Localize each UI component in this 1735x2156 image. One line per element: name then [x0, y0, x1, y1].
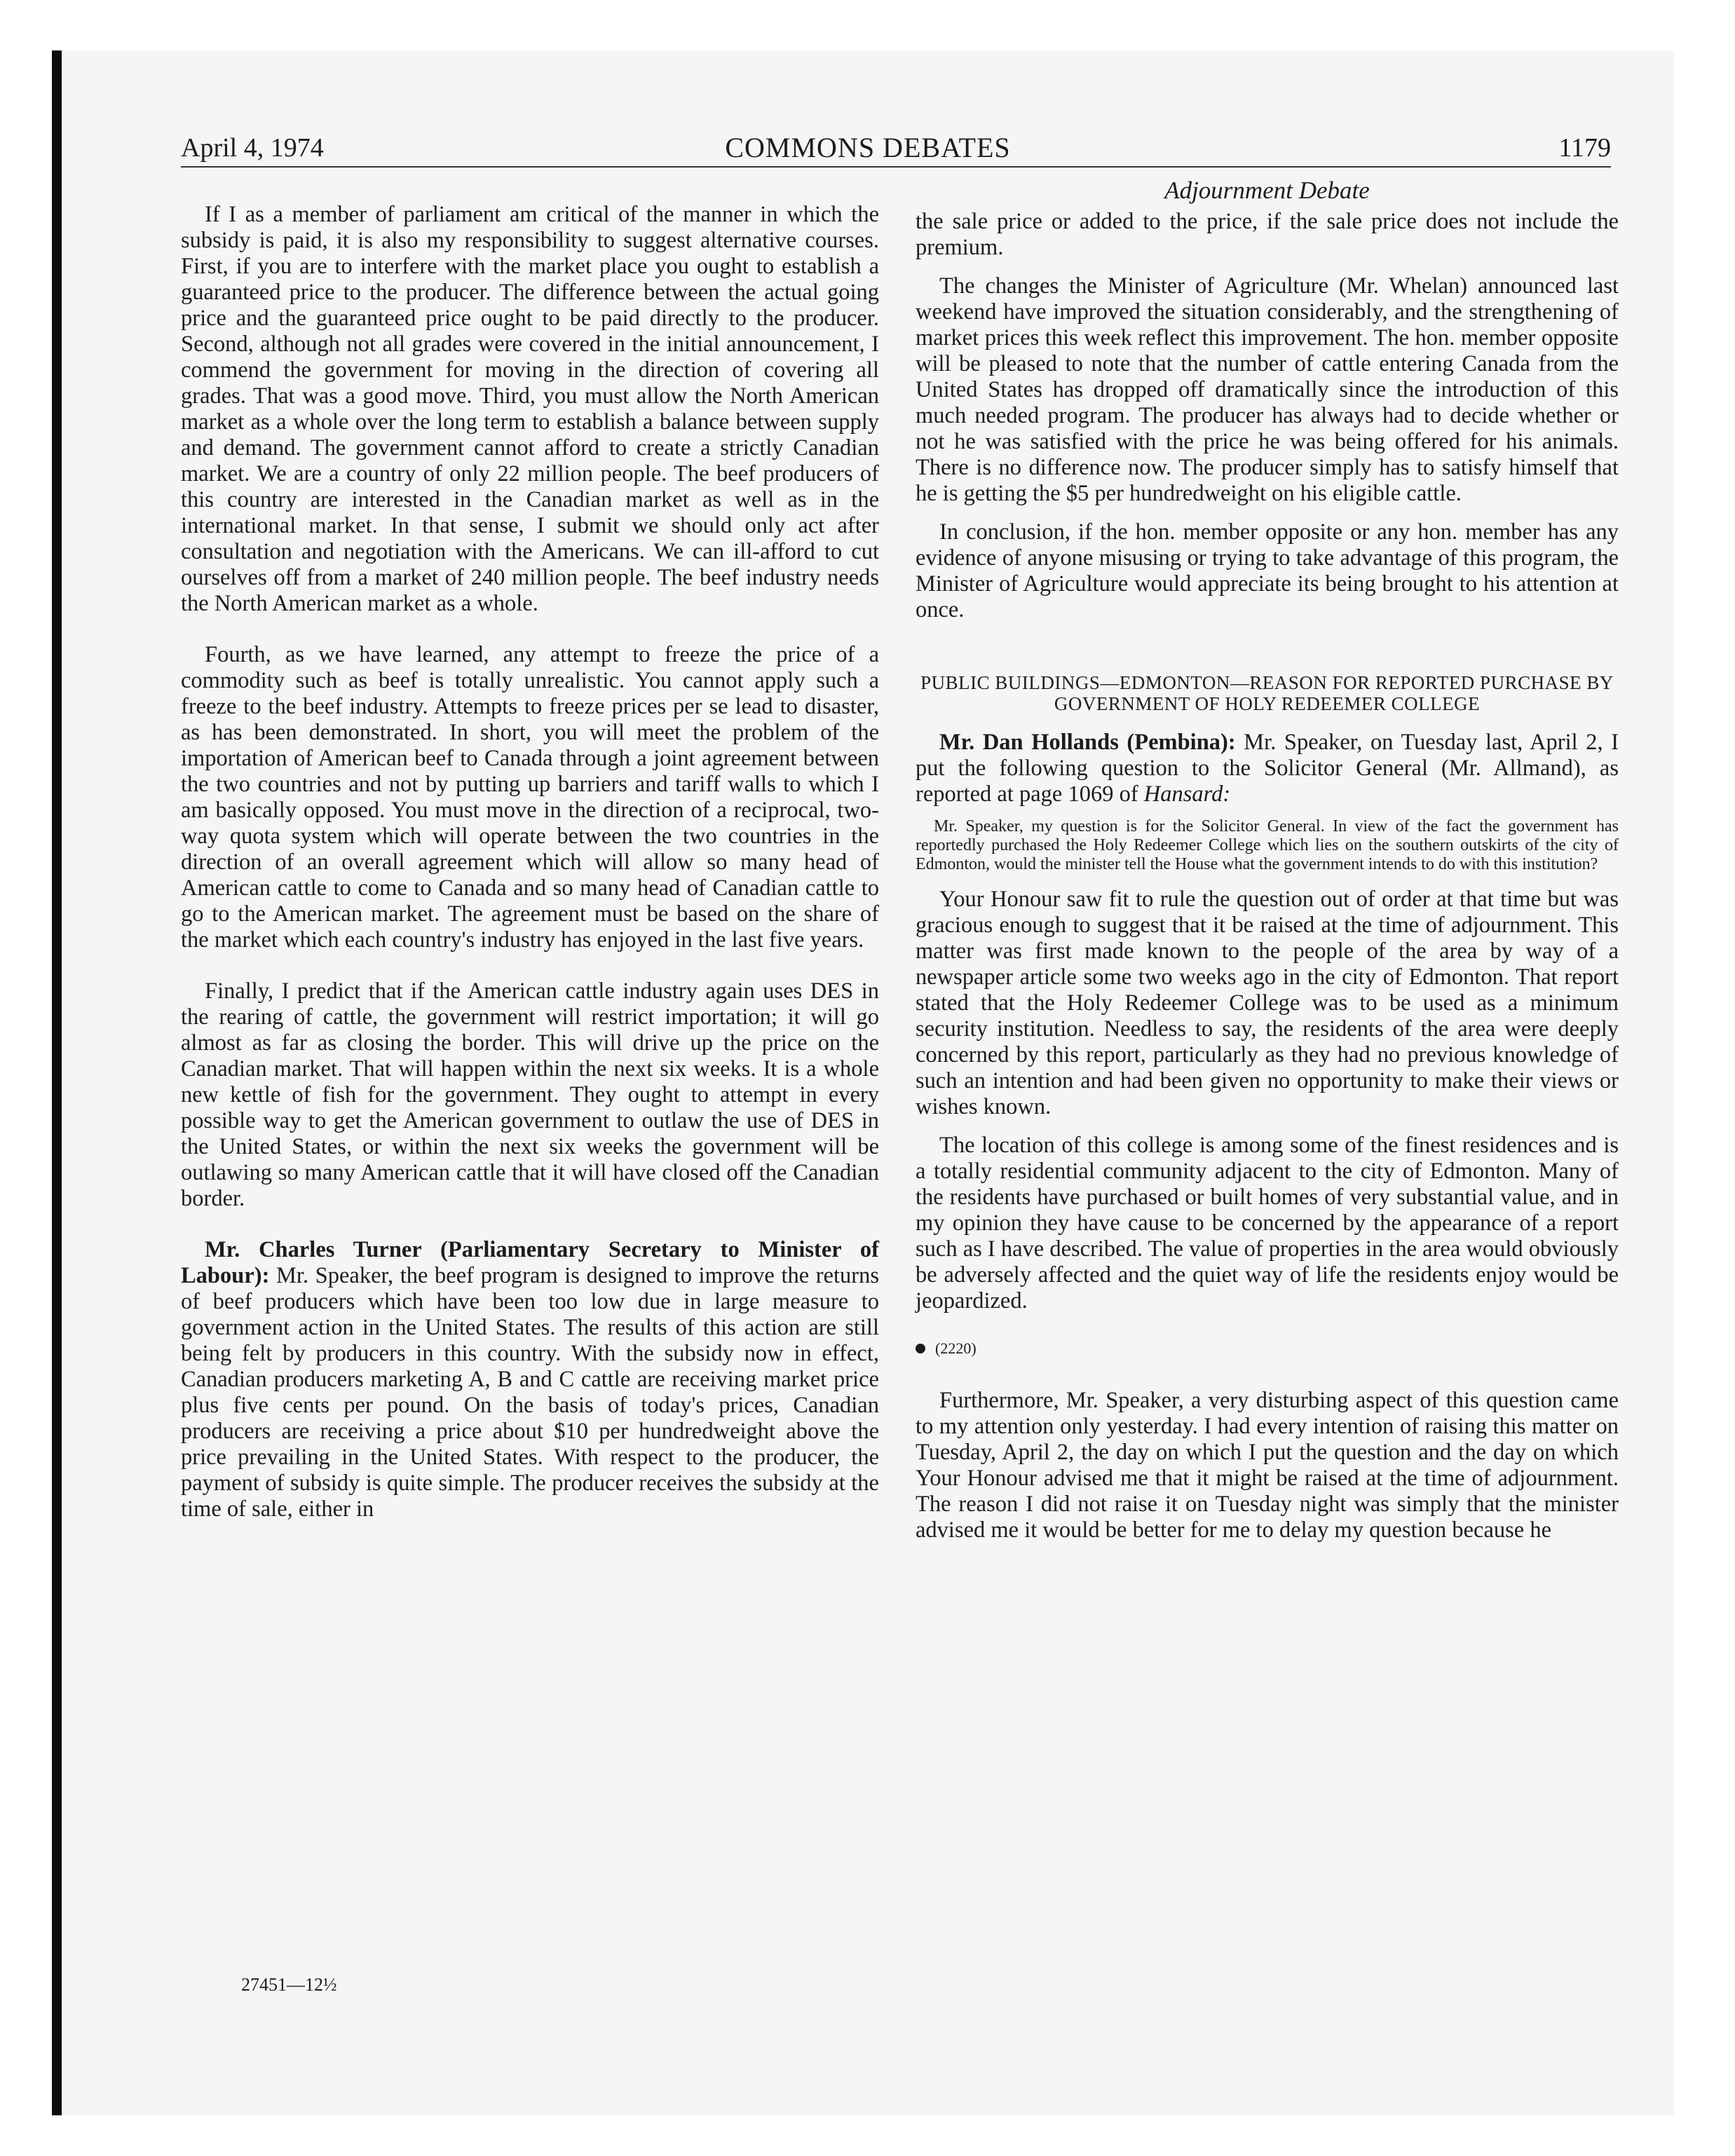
paragraph: The location of this college is among some of the finest residences and is a totally residential community adjacent to the city of Edmonton. Many of the residents have purchased or built homes of very substantial value, and in my opinion they have cause to be concerned by the appearance of a report such as I have described. The value of properties in the area would obviously be adversely affected and the quiet way of life the residents enjoy would be jeopardized. — [916, 1133, 1619, 1314]
speech-turner — [181, 1237, 879, 1522]
print-code: 27451—12½ — [241, 1974, 337, 1995]
paragraph: The changes the Minister of Agriculture (Mr. Whelan) announced last weekend have improved the situation considerably, and the strengthening of market prices this week reflect this improvement. The hon. member opposite will be pleased to note that the number of cattle entering Canada from the United States has dropped off dramatically since the introduction of this much needed program. The producer has always had to decide whether or not he was satisfied with the price he was being offered for his animals. There is no difference now. The producer simply has to satisfy himself that he is getting the $5 per hundredweight on his eligible cattle. — [916, 273, 1619, 506]
header-date: April 4, 1974 — [181, 133, 324, 163]
header-publication: COMMONS DEBATES — [725, 132, 1011, 163]
header-rule — [181, 166, 1611, 168]
header-page-number: 1179 — [1558, 133, 1611, 163]
block-quote: Mr. Speaker, my question is for the Solicitor General. In view of the fact the government has reportedly purchased the Holy Redeemer College which lies on the southern outskirts of the city of Edmonton, would the minister tell the House what the government intends to do with this institution? — [916, 817, 1619, 873]
paragraph: If I as a member of parliament am critical of the manner in which the subsidy is paid, it is also my responsibility to suggest alternative courses. First, if you are to interfere with the market place you ought to establish a guaranteed price to the producer. The difference between the actual going price and the guaranteed price ought to be paid directly to the producer. Second, although not all grades were covered in the initial announcement, I commend the government for moving in the direction of covering all grades. That was a good move. Third, you must allow the North American market as a whole over the long term to establish a balance between supply and demand. The government cannot afford to create a strictly Canadian market. We are a country of only 22 million people. The beef producers of this country are interested in the Canadian market as well as in the international market. In that sense, I submit we should only act after consultation and negotiation with the Americans. We can ill-afford to cut ourselves off from a market of 240 million people. The beef industry needs the North American market as a whole. — [181, 202, 879, 616]
speech-hollands — [916, 730, 1619, 807]
right-column — [916, 177, 1619, 1543]
bullet-icon — [916, 1344, 925, 1353]
speech-text: Mr. Speaker, the beef program is designed to improve the returns of beef producers which have been too low due in large measure to government action in the United States. The results of this action are still being felt by producers in this country. With the subsidy now in effect, Canadian producers marketing A, B and C cattle are receiving market price plus five cents per pound. On the basis of today's prices, Canadian producers are receiving a price about $10 per hundredweight above the price prevailing in the United States. With respect to the producer, the payment of subsidy is quite simple. The producer receives the subsidy at the time of sale, either in — [181, 1263, 880, 1522]
speech-text: Mr. Speaker, on Tuesday last, April 2, I put the following question to the Solicitor General (Mr. Allmand), as reported at page 1069 of — [916, 730, 1619, 807]
running-head: Adjournment Debate — [1164, 177, 1370, 204]
timestamp-text: (2220) — [935, 1339, 977, 1357]
document-page — [62, 50, 1674, 2115]
paragraph: In conclusion, if the hon. member opposite or any hon. member has any evidence of anyone misusing or trying to take advantage of this program, the Minister of Agriculture would appreciate its being brought to his attention at once. — [916, 519, 1619, 622]
scan-edge-bar — [52, 50, 62, 2115]
speaker-name: Mr. Dan Hollands (Pembina): — [939, 730, 1236, 755]
paragraph: Furthermore, Mr. Speaker, a very disturbing aspect of this question came to my attention only yesterday. I had every intention of raising this matter on Tuesday, April 2, the day on which I put the question and the day on which Your Honour advised me that it might be raised at the time of adjournment. The reason I did not raise it on Tuesday night was simply that the minister advised me it would be better for me to delay my question because he — [916, 1388, 1619, 1543]
section-heading: PUBLIC BUILDINGS—EDMONTON—REASON FOR REPORTED PURCHASE BY GOVERNMENT OF HOLY REDEEMER COLLEGE — [920, 672, 1614, 714]
left-column — [181, 202, 879, 1522]
paragraph: Fourth, as we have learned, any attempt to freeze the price of a commodity such as beef is totally unrealistic. You cannot apply such a freeze to the beef industry. Attempts to freeze prices per se lead to disaster, as has been demonstrated. In short, you will meet the problem of the importation of American beef to Canada through a joint agreement between the two countries and not by putting up barriers and tariff walls to which I am basically opposed. You must move in the direction of a reciprocal, two-way quota system which will operate between the two countries in the direction of an overall agreement which will allow so many head of American cattle to come to Canada and so many head of Canadian cattle to go to the American market. The agreement must be based on the share of the market which each country's industry has enjoyed in the last five years. — [181, 642, 879, 953]
speaker-name: Mr. Charles Turner (Parliamentary Secretary to Minister of Labour): — [181, 1237, 879, 1288]
hansard-reference: Hansard: — [1143, 782, 1231, 807]
paragraph: the sale price or added to the price, if the sale price does not include the premium. — [916, 209, 1619, 260]
time-marker — [916, 1335, 1619, 1361]
paragraph: Finally, I predict that if the American cattle industry again uses DES in the rearing of cattle, the government will restrict importation; it will go almost as far as closing the border. This will drive up the price on the Canadian market. That will happen within the next six weeks. It is a whole new kettle of fish for the government. They ought to attempt in every possible way to get the American government to outlaw the use of DES in the United States, or within the next six weeks the government will be outlawing so many American cattle that it will have closed off the Canadian border. — [181, 978, 879, 1211]
paragraph: Your Honour saw fit to rule the question out of order at that time but was gracious enough to suggest that it be raised at the time of adjournment. This matter was first made known to the people of the area by way of a newspaper article some two weeks ago in the city of Edmonton. That report stated that the Holy Redeemer College was to be used as a minimum security institution. Needless to say, the residents of the area were deeply concerned by this report, particularly as they had no previous knowledge of such an intention and had been given no opportunity to make their views or wishes known. — [916, 887, 1619, 1119]
